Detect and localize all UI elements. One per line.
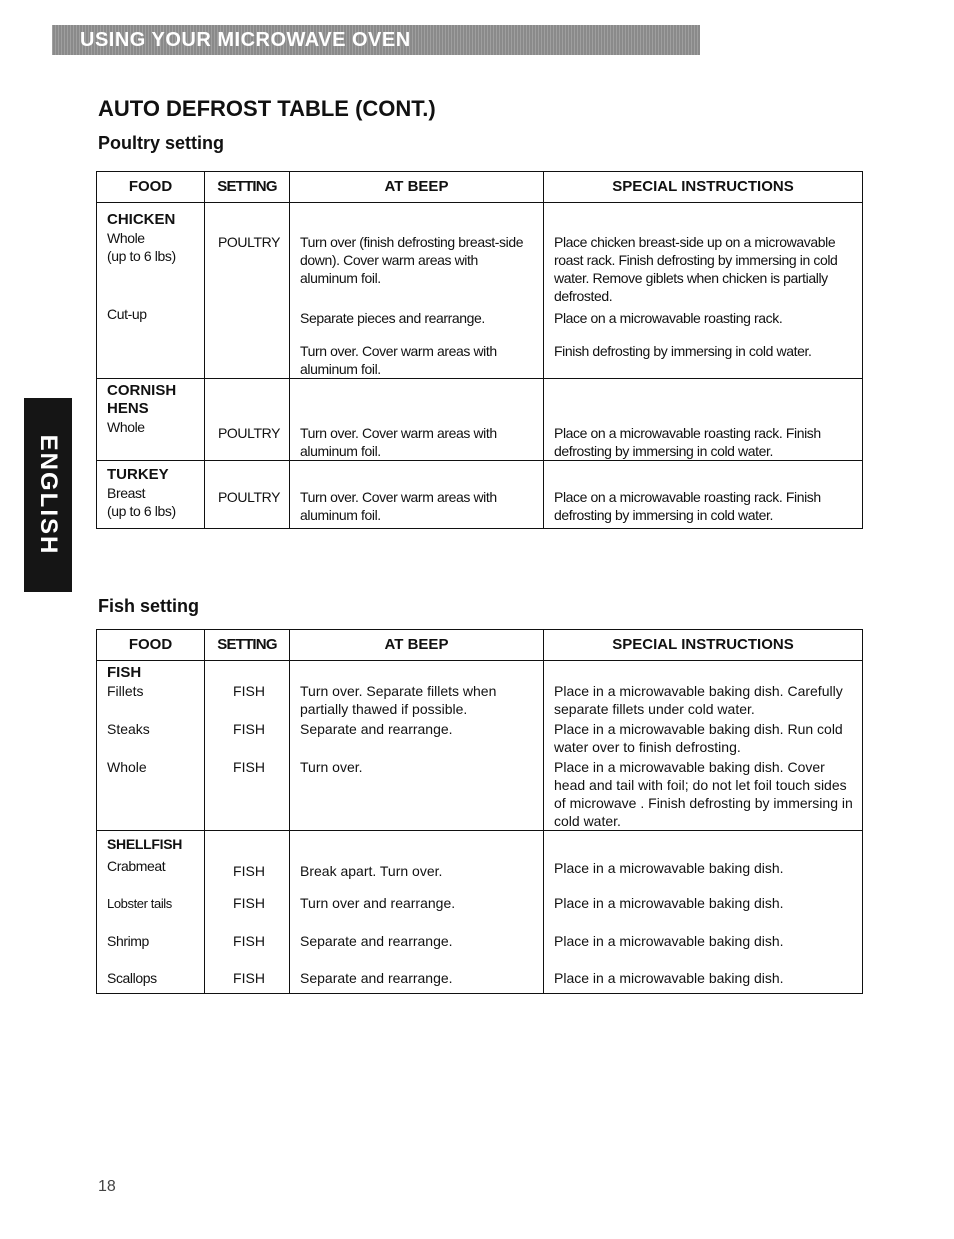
special-cell: Place on a microwavable roasting rack. Finish defrosting by immersing in cold water. <box>544 379 863 461</box>
section-header-bar <box>52 25 700 55</box>
fish-heading: Fish setting <box>98 596 200 616</box>
food-heading: CORNISH HENS <box>107 382 177 417</box>
table-row <box>97 305 863 342</box>
at-beep-cell: Turn over. Separate fillets when partially thawed if possible. <box>290 661 544 721</box>
food-heading: SHELLFISH <box>107 836 183 852</box>
special-cell: Place in a microwavable baking dish. <box>544 969 863 994</box>
table-row <box>97 720 863 758</box>
setting-cell: FISH <box>205 932 290 969</box>
setting-cell: FISH <box>205 720 290 758</box>
col-at-beep-header: AT BEEP <box>290 172 544 203</box>
setting-cell: FISH <box>205 661 290 721</box>
food-cell: Scallops <box>97 969 205 994</box>
food-sub: Crabmeat <box>107 858 166 874</box>
food-sub: Whole <box>107 419 145 435</box>
at-beep-cell: Turn over. Cover warm areas with aluminum foil. <box>290 342 544 379</box>
col-setting-header: SETTING <box>205 630 290 661</box>
special-cell: Finish defrosting by immersing in cold water. <box>544 342 863 379</box>
page-number: 18 <box>98 1178 116 1195</box>
at-beep-cell: Separate and rearrange. <box>290 720 544 758</box>
at-beep-cell: Turn over. Cover warm areas with aluminum foil. <box>290 379 544 461</box>
special-cell: Place on a microwavable roasting rack. Finish defrosting by immersing in cold water. <box>544 461 863 529</box>
table-row <box>97 831 863 895</box>
setting-cell: POULTRY <box>205 203 290 306</box>
food-heading: TURKEY <box>107 466 169 483</box>
setting-cell <box>205 305 290 342</box>
page-title: AUTO DEFROST TABLE (CONT.) <box>98 96 436 121</box>
special-cell: Place in a microwavable baking dish. Carefully separate fillets under cold water. <box>544 661 863 721</box>
col-setting-header: SETTING <box>205 172 290 203</box>
food-cell <box>97 894 205 932</box>
food-sub-note: (up to 6 lbs) <box>107 248 176 264</box>
food-heading: CHICKEN <box>107 211 176 228</box>
setting-cell: FISH <box>205 894 290 932</box>
food-cell: Cut-up <box>97 305 205 342</box>
special-cell: Place chicken breast-side up on a microwavable roast rack. Finish defrosting by immersing in cold water. Remove giblets when chicken is partially defrosted. <box>544 203 863 306</box>
at-beep-cell: Separate and rearrange. <box>290 932 544 969</box>
food-cell <box>97 379 205 461</box>
table-row <box>97 342 863 379</box>
at-beep-cell: Turn over and rearrange. <box>290 894 544 932</box>
at-beep-cell: Break apart. Turn over. <box>290 831 544 895</box>
poultry-table <box>96 171 863 529</box>
food-sub: Lobster tails <box>107 896 172 911</box>
special-cell: Place in a microwavable baking dish. <box>544 894 863 932</box>
special-cell: Place in a microwavable baking dish. <box>544 932 863 969</box>
food-sub: Whole <box>107 230 145 246</box>
language-side-tab <box>24 398 72 592</box>
food-cell <box>97 661 205 721</box>
setting-cell: POULTRY <box>205 379 290 461</box>
table-row <box>97 932 863 969</box>
food-cell: Whole <box>97 758 205 831</box>
special-cell: Place on a microwavable roasting rack. <box>544 305 863 342</box>
setting-cell: FISH <box>205 969 290 994</box>
setting-cell <box>205 342 290 379</box>
food-cell <box>97 831 205 895</box>
col-food-header: FOOD <box>97 172 205 203</box>
table-row <box>97 661 863 721</box>
table-row <box>97 758 863 831</box>
fish-table <box>96 629 863 994</box>
special-cell: Place in a microwavable baking dish. <box>544 831 863 895</box>
poultry-header-row <box>97 172 863 203</box>
at-beep-cell: Turn over. <box>290 758 544 831</box>
table-row <box>97 461 863 529</box>
col-special-header: SPECIAL INSTRUCTIONS <box>544 172 863 203</box>
at-beep-cell: Turn over (finish defrosting breast-side down). Cover warm areas with aluminum foil. <box>290 203 544 306</box>
setting-cell: POULTRY <box>205 461 290 529</box>
food-sub: Breast <box>107 485 146 501</box>
food-cell: Shrimp <box>97 932 205 969</box>
at-beep-cell: Separate pieces and rearrange. <box>290 305 544 342</box>
section-header-label: USING YOUR MICROWAVE OVEN <box>80 29 411 51</box>
col-at-beep-header: AT BEEP <box>290 630 544 661</box>
food-cell <box>97 461 205 529</box>
food-heading: FISH <box>107 664 142 681</box>
language-tab-label: ENGLISH <box>35 434 62 556</box>
setting-cell: FISH <box>205 758 290 831</box>
col-food-header: FOOD <box>97 630 205 661</box>
at-beep-cell: Separate and rearrange. <box>290 969 544 994</box>
table-row <box>97 969 863 994</box>
table-row <box>97 379 863 461</box>
food-cell <box>97 342 205 379</box>
special-cell: Place in a microwavable baking dish. Cover head and tail with foil; do not let foil touch sides of microwave . Finish defrosting by immersing in cold water. <box>544 758 863 831</box>
table-row <box>97 894 863 932</box>
table-row <box>97 203 863 306</box>
food-cell: Steaks <box>97 720 205 758</box>
setting-cell: FISH <box>205 831 290 895</box>
food-sub: Fillets <box>107 683 144 699</box>
at-beep-cell: Turn over. Cover warm areas with aluminum foil. <box>290 461 544 529</box>
food-sub-note: (up to 6 lbs) <box>107 503 176 519</box>
fish-header-row <box>97 630 863 661</box>
food-cell <box>97 203 205 306</box>
poultry-heading: Poultry setting <box>98 133 225 153</box>
special-cell: Place in a microwavable baking dish. Run cold water over to finish defrosting. <box>544 720 863 758</box>
col-special-header: SPECIAL INSTRUCTIONS <box>544 630 863 661</box>
